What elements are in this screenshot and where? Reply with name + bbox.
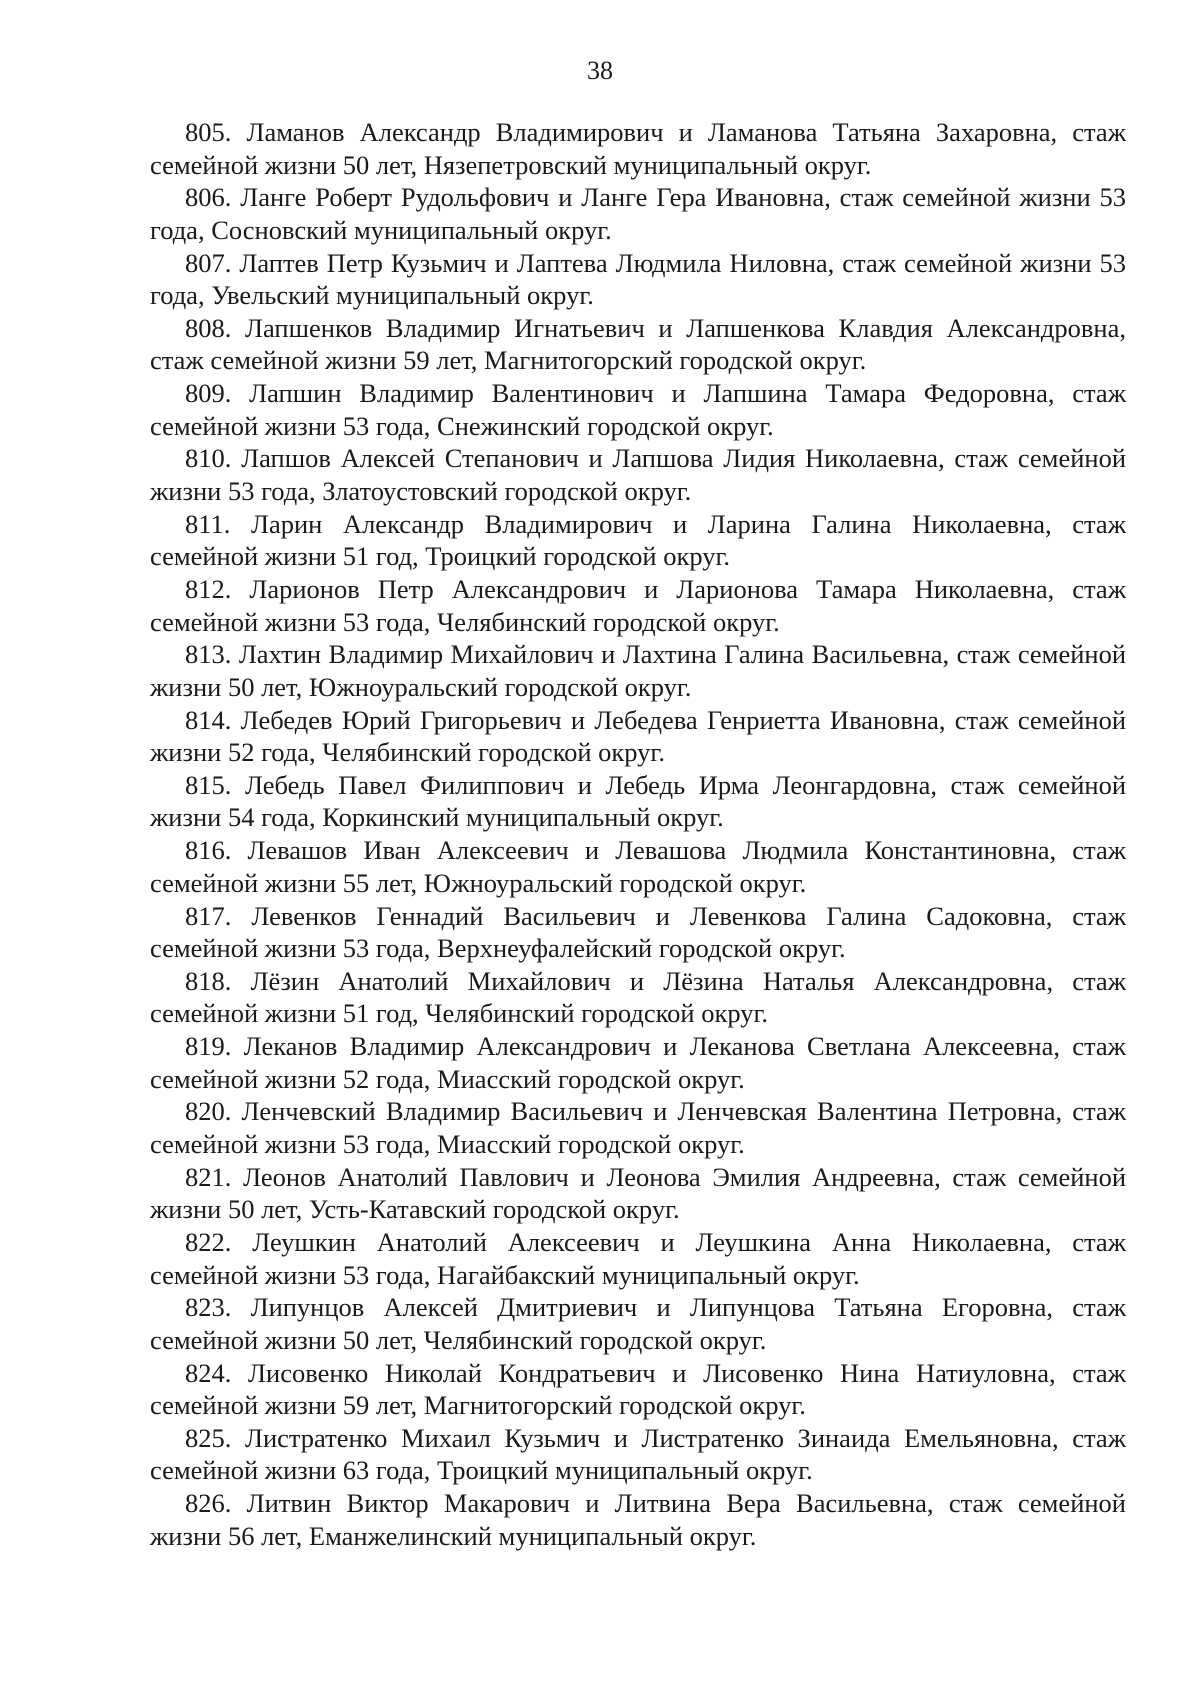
entry-text: Лапшенков Владимир Игнатьевич и Лапшенкова Клавдия Александровна, стаж семейной жизни 59 лет, Магнитогорский городской округ. <box>150 312 1126 376</box>
list-item <box>150 638 1126 703</box>
list-item <box>150 704 1126 769</box>
entry-text: Листратенко Михаил Кузьмич и Листратенко Зинаида Емельяновна, стаж семейной жизни 63 года, Троицкий муниципальный округ. <box>150 1422 1126 1486</box>
entry-number: 811. <box>185 508 231 539</box>
entry-text: Леканов Владимир Александрович и Леканова Светлана Алексеевна, стаж семейной жизни 52 года, Миасский городской округ. <box>150 1031 1126 1094</box>
list-item <box>150 247 1126 312</box>
list-item <box>150 769 1126 834</box>
entry-text: Лёзин Анатолий Михайлович и Лёзина Наталья Александровна, стаж семейной жизни 51 год, Челябинский городской округ. <box>150 965 1127 1029</box>
entry-number: 826. <box>185 1488 232 1519</box>
entry-number: 823. <box>185 1292 232 1323</box>
list-item <box>150 181 1126 246</box>
entry-text: Литвин Виктор Макарович и Литвина Вера Васильевна, стаж семейной жизни 56 лет, Еманжелинский муниципальный округ. <box>150 1488 1126 1551</box>
entry-number: 817. <box>185 900 232 931</box>
list-item <box>150 1226 1126 1291</box>
entry-number: 807. <box>185 247 232 278</box>
entry-number: 813. <box>185 639 232 670</box>
entry-text: Ларин Александр Владимирович и Ларина Галина Николаевна, стаж семейной жизни 51 год, Троицкий городской округ. <box>150 508 1127 572</box>
entry-text: Леушкин Анатолий Алексеевич и Леушкина Анна Николаевна, стаж семейной жизни 53 года, Нагайбакский муниципальный округ. <box>150 1227 1127 1290</box>
list-item <box>150 573 1126 638</box>
entry-number: 819. <box>185 1031 232 1062</box>
entry-number: 815. <box>185 769 232 800</box>
entry-number: 806. <box>185 182 232 213</box>
list-item <box>150 1161 1126 1226</box>
entry-number: 808. <box>185 312 232 343</box>
entry-number: 825. <box>185 1422 232 1453</box>
entry-number: 814. <box>185 704 232 735</box>
list-item <box>150 1291 1126 1356</box>
entry-text: Лапшов Алексей Степанович и Лапшова Лидия Николаевна, стаж семейной жизни 53 года, Златоустовский городской округ. <box>150 443 1127 506</box>
list-item <box>150 900 1126 965</box>
entry-text: Левашов Иван Алексеевич и Левашова Людмила Константиновна, стаж семейной жизни 55 лет, Южноуральский городской округ. <box>150 835 1127 898</box>
entry-text: Левенков Геннадий Васильевич и Левенкова Галина Садоковна, стаж семейной жизни 53 года, Верхнеуфалейский городской округ. <box>150 900 1127 964</box>
list-item <box>150 834 1126 899</box>
list-item <box>150 312 1126 377</box>
entry-text: Лахтин Владимир Михайлович и Лахтина Галина Васильевна, стаж семейной жизни 50 лет, Южноуральский городской округ. <box>150 639 1126 702</box>
entry-text: Лаптев Петр Кузьмич и Лаптева Людмила Ниловна, стаж семейной жизни 53 года, Увельский муниципальный округ. <box>150 247 1126 311</box>
entry-text: Липунцов Алексей Дмитриевич и Липунцова Татьяна Егоровна, стаж семейной жизни 50 лет, Челябинский городской округ. <box>150 1292 1126 1355</box>
list-item <box>150 377 1126 442</box>
list-item <box>150 1030 1126 1095</box>
entry-number: 824. <box>185 1357 232 1388</box>
entry-text: Ланге Роберт Рудольфович и Ланге Гера Ивановна, стаж семейной жизни 53 года, Сосновский муниципальный округ. <box>150 182 1127 245</box>
entry-list <box>150 116 1126 1553</box>
entry-number: 818. <box>185 965 232 996</box>
entry-text: Лебедев Юрий Григорьевич и Лебедева Генриетта Ивановна, стаж семейной жизни 52 года, Челябинский городской округ. <box>150 704 1126 768</box>
entry-number: 805. <box>185 117 232 147</box>
list-item <box>150 1422 1126 1487</box>
list-item <box>150 1487 1126 1552</box>
entry-text: Ларионов Петр Александрович и Ларионова Тамара Николаевна, стаж семейной жизни 53 года, Челябинский городской округ. <box>150 574 1127 637</box>
entry-text: Лисовенко Николай Кондратьевич и Лисовенко Нина Натиуловна, стаж семейной жизни 59 лет, Магнитогорский городской округ. <box>150 1357 1126 1421</box>
entry-number: 821. <box>185 1161 232 1192</box>
list-item <box>150 1095 1126 1160</box>
entry-number: 820. <box>185 1096 232 1127</box>
list-item <box>150 116 1126 181</box>
list-item <box>150 508 1126 573</box>
entry-number: 812. <box>185 574 232 605</box>
list-item <box>150 1357 1126 1422</box>
entry-number: 809. <box>185 378 232 409</box>
entry-text: Ламанов Александр Владимирович и Ламанова Татьяна Захаровна, стаж семейной жизни 50 лет, Нязепетровский муниципальный округ. <box>150 117 1127 180</box>
entry-text: Лебедь Павел Филиппович и Лебедь Ирма Леонгардовна, стаж семейной жизни 54 года, Коркинский муниципальный округ. <box>150 769 1127 833</box>
entry-text: Ленчевский Владимир Васильевич и Ленчевская Валентина Петровна, стаж семейной жизни 53 года, Миасский городской округ. <box>150 1096 1126 1159</box>
entry-number: 810. <box>185 443 232 474</box>
entry-number: 822. <box>185 1227 232 1258</box>
entry-number: 816. <box>185 835 232 866</box>
list-item <box>150 442 1126 507</box>
page-number: 38 <box>587 56 613 85</box>
entry-text: Лапшин Владимир Валентинович и Лапшина Тамара Федоровна, стаж семейной жизни 53 года, Снежинский городской округ. <box>150 378 1126 441</box>
entry-text: Леонов Анатолий Павлович и Леонова Эмилия Андреевна, стаж семейной жизни 50 лет, Усть-Катавский городской округ. <box>150 1161 1127 1225</box>
list-item <box>150 965 1126 1030</box>
